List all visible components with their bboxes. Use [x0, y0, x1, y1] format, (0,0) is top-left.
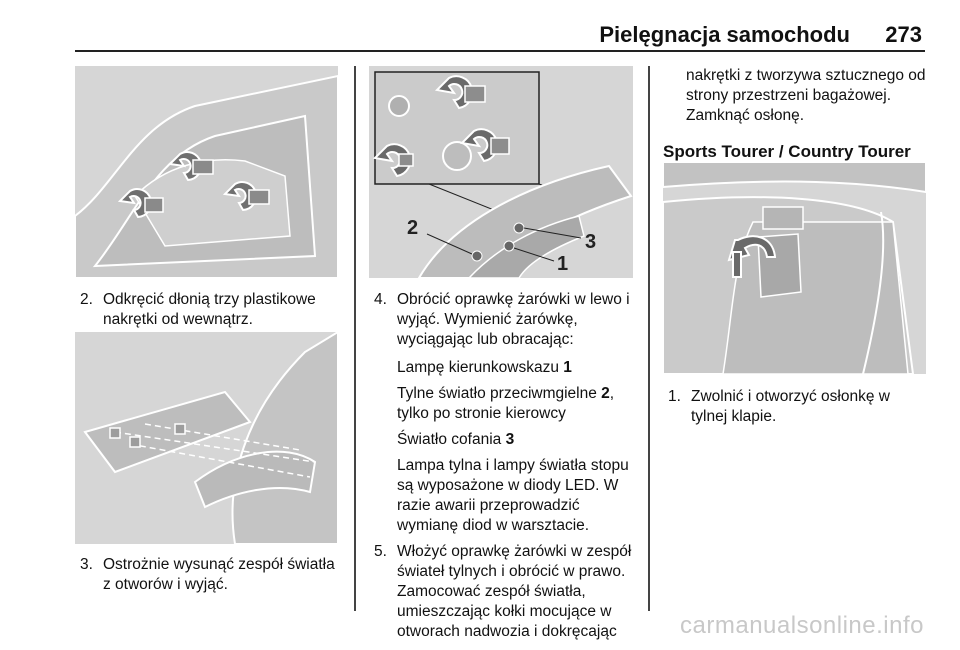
- bulb-item-reverse-text: Światło cofania: [397, 431, 506, 448]
- column-divider-2: [648, 66, 650, 611]
- header-rule: [75, 50, 925, 52]
- watermark: carmanualsonline.info: [680, 612, 924, 639]
- figure-tailgate-cover: [663, 162, 926, 374]
- step-1-text: Zwolnić i otworzyć osłonkę w tylnej klapie.: [691, 388, 890, 425]
- step-5-text: Włożyć oprawkę żarówki w zespół świateł tylnych i obrócić w prawo. Zamocować zespół światła, umieszczając kołki mocujące w otworach nadwozia i dokręcając: [397, 543, 632, 640]
- bulb-item-fog-text: Tylne światło przeciwmgielne: [397, 385, 602, 402]
- step-5: [374, 542, 639, 642]
- figure-bulb-holders-drawing: [369, 66, 633, 278]
- figure-light-removal-drawing: [75, 332, 338, 544]
- step-2: [80, 290, 345, 330]
- bulb-item-indicator: [374, 358, 639, 378]
- bulb-item-indicator-text: Lampę kierunkowskazu: [397, 359, 564, 376]
- callout-1: 1: [557, 253, 569, 275]
- step-1: [668, 387, 928, 427]
- step-1-number: 1.: [668, 388, 681, 405]
- step-3-text: Ostrożnie wysunąć zespół światła z otworów i wyjąć.: [103, 556, 335, 593]
- step-4-text: Obrócić oprawkę żarówki w lewo i wyjąć. Wymienić żarówkę, wyciągając lub obracając:: [397, 291, 630, 348]
- left-text-bottom: [80, 555, 345, 603]
- step-4-number: 4.: [374, 291, 387, 308]
- figure-tailgate-cover-drawing: [663, 162, 926, 374]
- figure-plastic-nuts-drawing: [75, 66, 338, 278]
- step-3-number: 3.: [80, 556, 93, 573]
- figure-light-removal: [75, 332, 338, 544]
- left-text-top: [80, 290, 345, 338]
- bulb-item-fog: [374, 384, 639, 424]
- middle-text: [374, 290, 639, 650]
- column-divider-1: [354, 66, 356, 611]
- led-note: Lampa tylna i lampy światła stopu są wyposażone w diody LED. W razie awarii przeprowadzić wymianę diod w warsztacie.: [397, 457, 629, 534]
- bulb-item-indicator-number: 1: [563, 359, 572, 376]
- bulb-item-fog-number: 2: [601, 385, 610, 402]
- figure-plastic-nuts: [75, 66, 338, 278]
- page-title: Pielęgnacja samochodu: [599, 22, 850, 47]
- bulb-item-reverse-number: 3: [505, 431, 515, 448]
- callout-2: 2: [407, 217, 419, 239]
- callout-3: 3: [585, 231, 597, 253]
- section-heading: Sports Tourer / Country Tourer: [663, 142, 911, 161]
- page-number: 273: [885, 22, 922, 47]
- figure-bulb-holders: [369, 66, 633, 278]
- step-4: [374, 290, 639, 350]
- step-2-number: 2.: [80, 291, 93, 308]
- bulb-item-fog-after: , tylko po stronie kierowcy: [397, 385, 615, 422]
- step-5-number: 5.: [374, 543, 387, 560]
- right-text-bottom: [668, 387, 928, 435]
- bulb-item-reverse: [374, 430, 639, 450]
- step-3: [80, 555, 345, 595]
- step-2-text: Odkręcić dłonią trzy plastikowe nakrętki od wewnątrz.: [103, 291, 316, 328]
- right-heading-wrap: [663, 130, 933, 162]
- right-text-top: [686, 66, 936, 130]
- step-5-continuation: nakrętki z tworzywa sztucznego od strony przestrzeni bagażowej. Zamknąć osłonę.: [686, 67, 926, 124]
